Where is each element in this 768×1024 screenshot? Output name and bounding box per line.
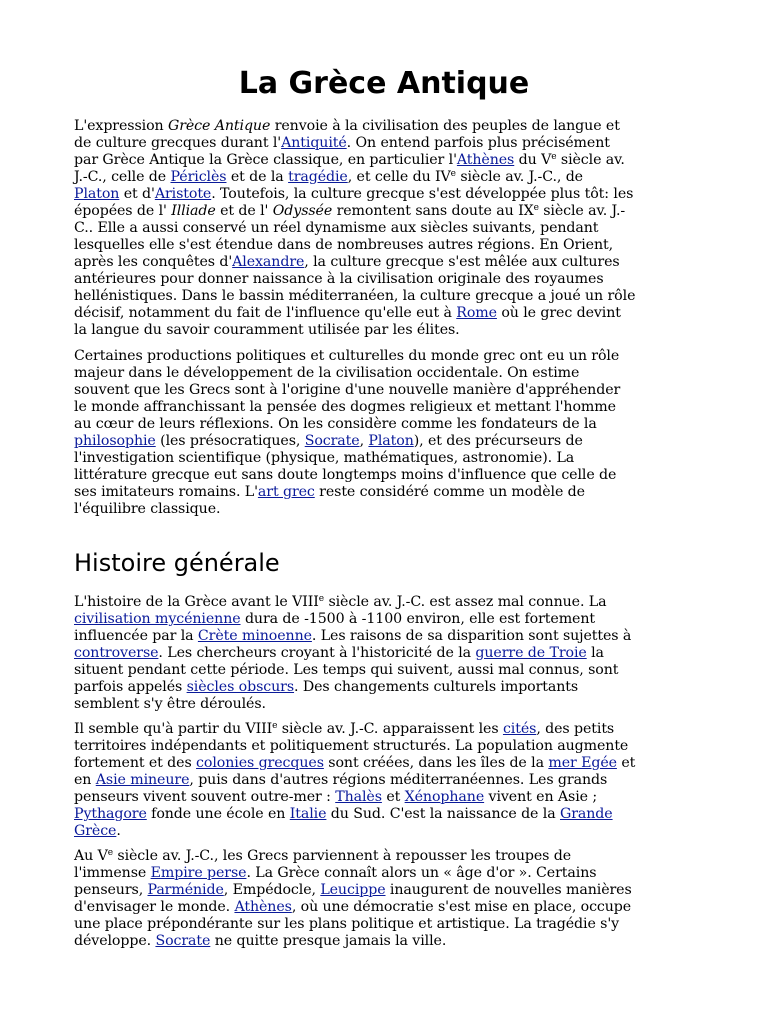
italic-text: Illiade — [171, 203, 216, 219]
italic-text: Odyssée — [272, 203, 333, 219]
text-run: . La Grèce connaît alors un « âge d'or ». Certains — [246, 865, 597, 881]
text-line — [74, 416, 704, 433]
intro-paragraph-1 — [74, 118, 704, 339]
text-line — [74, 899, 704, 916]
text-run: , la culture grecque s'est mêlée aux cultures — [304, 254, 620, 270]
superscript: e — [318, 594, 325, 604]
superscript: e — [272, 721, 278, 731]
text-run: antérieures pour donner naissance à la civilisation originale des royaumes — [74, 271, 604, 287]
text-run: et d' — [119, 186, 155, 202]
inline-link[interactable]: tragédie — [288, 169, 348, 185]
text-run: L'expression — [74, 118, 168, 134]
text-run: la — [586, 645, 604, 661]
inline-link[interactable]: siècles obscurs — [186, 679, 295, 695]
text-run: , des petits — [536, 721, 615, 737]
text-line — [74, 220, 704, 237]
inline-link[interactable]: Socrate — [155, 933, 211, 949]
text-line — [74, 348, 704, 365]
inline-link[interactable]: Antiquité — [281, 135, 347, 151]
text-run: de culture grecques durant l' — [74, 135, 282, 151]
text-line — [74, 628, 704, 645]
inline-link[interactable]: Parménide — [147, 882, 224, 898]
text-run: , — [359, 433, 369, 449]
inline-link[interactable]: Grande — [559, 806, 613, 822]
text-run: l'investigation scientifique (physique, mathématiques, astronomie). La — [74, 450, 575, 466]
inline-link[interactable]: Rome — [456, 305, 497, 321]
text-run: au cœur de leurs réflexions. On les considère comme les fondateurs de la — [74, 416, 597, 432]
inline-link[interactable]: Leucippe — [320, 882, 386, 898]
text-run: souvent que les Grecs sont à l'origine d'une nouvelle manière d'appréhender — [74, 382, 621, 398]
text-run: du V — [514, 152, 552, 168]
text-run: ses imitateurs romains. L' — [74, 484, 258, 500]
text-run: semblent s'y être déroulés. — [74, 696, 266, 712]
text-run: par Grèce Antique la Grèce classique, en particulier l' — [74, 152, 457, 168]
text-line — [74, 484, 704, 501]
text-line — [74, 203, 704, 220]
text-run: fonde une école en — [146, 806, 290, 822]
inline-link[interactable]: controverse — [74, 645, 159, 661]
text-run: et — [616, 755, 636, 771]
inline-link[interactable]: Empire perse — [150, 865, 247, 881]
text-run: littérature grecque eut sans doute longtemps moins d'influence que celle de — [74, 467, 617, 483]
text-run: siècle av. — [556, 152, 625, 168]
text-run: et — [381, 789, 405, 805]
history-paragraph-2 — [74, 721, 704, 840]
superscript: e — [551, 152, 557, 162]
inline-link[interactable]: Platon — [74, 186, 120, 202]
text-run: siècle av. J.- — [538, 203, 626, 219]
text-line — [74, 237, 704, 254]
intro-paragraph-2 — [74, 348, 704, 518]
text-line — [74, 186, 704, 203]
text-line — [74, 721, 704, 738]
inline-link[interactable]: mer Egée — [548, 755, 617, 771]
inline-link[interactable]: civilisation mycénienne — [74, 611, 241, 627]
inline-link[interactable]: Aristote — [154, 186, 212, 202]
text-run: l'immense — [74, 865, 151, 881]
text-run: fortement et des — [74, 755, 197, 771]
text-run: reste considéré comme un modèle de — [314, 484, 585, 500]
text-run: majeur dans le développement de la civilisation occidentale. On estime — [74, 365, 580, 381]
inline-link[interactable]: Crète minoenne — [197, 628, 312, 644]
text-run: où le grec devint — [496, 305, 621, 321]
inline-link[interactable]: philosophie — [74, 433, 156, 449]
text-line — [74, 382, 704, 399]
text-run: . Toutefois, la culture grecque s'est développée plus tôt: les — [211, 186, 634, 202]
text-run: développe. — [74, 933, 156, 949]
inline-link[interactable]: Thalès — [335, 789, 382, 805]
text-line — [74, 645, 704, 662]
text-line — [74, 271, 704, 288]
text-run: du Sud. C'est la naissance de la — [326, 806, 560, 822]
text-run: , et celle du IV — [347, 169, 451, 185]
text-run: (les présocratiques, — [155, 433, 305, 449]
text-line — [74, 679, 704, 696]
text-line — [74, 322, 704, 339]
page-title: La Grèce Antique — [238, 66, 530, 101]
text-run: . — [116, 823, 121, 839]
text-line — [74, 823, 704, 840]
text-line — [74, 288, 704, 305]
text-run: l'équilibre classique. — [74, 501, 221, 517]
text-line — [74, 662, 704, 679]
text-run: Au V — [74, 848, 108, 864]
text-run: territoires indépendants et politiquement structurés. La population augmente — [74, 738, 629, 754]
text-run: ), et des précurseurs de — [413, 433, 583, 449]
text-line — [74, 916, 704, 933]
superscript: e — [107, 848, 113, 858]
text-run: sont créées, dans les îles de la — [323, 755, 549, 771]
text-run: le monde affranchissant la pensée des dogmes religieux et mettant l'homme — [74, 399, 616, 415]
inline-link[interactable]: cités — [502, 721, 537, 737]
text-run: lesquelles elle s'est étendue dans de nombreuses autres régions. En Orient, — [74, 237, 613, 253]
text-run: Certaines productions politiques et culturelles du monde grec ont eu un rôle — [74, 348, 620, 364]
text-run: siècle av. J.-C. apparaissent les — [277, 721, 503, 737]
text-line — [74, 169, 704, 186]
text-run: , puis dans d'autres régions méditerranéennes. Les grands — [189, 772, 608, 788]
text-line — [74, 772, 704, 789]
text-run: après les conquêtes d' — [74, 254, 233, 270]
text-run: inaugurent de nouvelles manières — [385, 882, 632, 898]
text-line — [74, 365, 704, 382]
inline-link[interactable]: Athènes — [456, 152, 515, 168]
text-line — [74, 848, 704, 865]
text-run: situent pendant cette période. Les temps qui suivent, aussi mal connus, sont — [74, 662, 619, 678]
text-run: vivent en Asie ; — [484, 789, 598, 805]
text-line — [74, 399, 704, 416]
text-run: . Des changements culturels importants — [294, 679, 579, 695]
text-run: penseurs, — [74, 882, 148, 898]
section-heading: Histoire générale — [74, 549, 280, 577]
text-run: , où une démocratie s'est mise en place, occupe — [291, 899, 632, 915]
inline-link[interactable]: Athènes — [234, 899, 292, 915]
text-line — [74, 806, 704, 823]
text-run: en — [74, 772, 96, 788]
inline-link[interactable]: art grec — [257, 484, 315, 500]
text-run: influencée par la — [74, 628, 198, 644]
text-run: siècle av. J.-C., les Grecs parviennent à repousser les troupes de — [112, 848, 572, 864]
inline-link[interactable]: Asie mineure — [95, 772, 190, 788]
superscript: e — [533, 203, 539, 213]
text-run: renvoie à la civilisation des peuples de langue et — [270, 118, 620, 134]
text-line — [74, 305, 704, 322]
text-run: L'histoire de la Grèce avant le VIII — [74, 594, 319, 610]
text-run: une place prépondérante sur les plans politique et artistique. La tragédie s'y — [74, 916, 620, 932]
text-line — [74, 467, 704, 484]
text-run: parfois appelés — [74, 679, 187, 695]
text-line — [74, 433, 704, 450]
text-line — [74, 738, 704, 755]
text-line — [74, 254, 704, 271]
text-line — [74, 696, 704, 713]
text-line — [74, 594, 704, 611]
inline-link[interactable]: Platon — [368, 433, 414, 449]
text-run: Il semble qu'à partir du VIII — [74, 721, 273, 737]
text-run: . Les raisons de sa disparition sont sujettes à — [311, 628, 632, 644]
text-run: décisif, notamment du fait de l'influence qu'elle eut à — [74, 305, 457, 321]
history-paragraph-3 — [74, 848, 704, 950]
text-line — [74, 135, 704, 152]
text-line — [74, 933, 704, 950]
text-run: remontent sans doute au IX — [332, 203, 534, 219]
italic-text: Grèce Antique — [167, 118, 271, 134]
inline-link[interactable]: Italie — [289, 806, 327, 822]
text-run: et de l' — [215, 203, 273, 219]
text-run: et de la — [226, 169, 289, 185]
text-run: d'envisager le monde. — [74, 899, 235, 915]
inline-link[interactable]: guerre de Troie — [475, 645, 587, 661]
text-line — [74, 755, 704, 772]
text-run: . Les chercheurs croyant à l'historicité de la — [158, 645, 476, 661]
inline-link[interactable]: Grèce — [74, 823, 117, 839]
text-run: penseurs vivent souvent outre-mer : — [74, 789, 336, 805]
inline-link[interactable]: Xénophane — [404, 789, 485, 805]
text-run: siècle av. J.-C. est assez mal connue. La — [324, 594, 607, 610]
history-paragraph-1 — [74, 594, 704, 713]
text-run: J.-C., celle de — [74, 169, 171, 185]
inline-link[interactable]: Alexandre — [232, 254, 305, 270]
text-run: ne quitte presque jamais la ville. — [210, 933, 447, 949]
text-line — [74, 152, 704, 169]
text-line — [74, 450, 704, 467]
text-line — [74, 501, 704, 518]
text-run: dura de -1500 à -1100 environ, elle est fortement — [240, 611, 595, 627]
text-line — [74, 865, 704, 882]
text-run: siècle av. J.-C., de — [455, 169, 583, 185]
text-run: C.. Elle a aussi conservé un réel dynamisme aux siècles suivants, pendant — [74, 220, 599, 236]
inline-link[interactable]: Périclès — [170, 169, 227, 185]
text-line — [74, 118, 704, 135]
text-line — [74, 611, 704, 628]
text-run: . On entend parfois plus précisément — [346, 135, 610, 151]
text-run: hellénistiques. Dans le bassin méditerranéen, la culture grecque a joué un rôle — [74, 288, 636, 304]
text-run: la langue du savoir couramment utilisée par les élites. — [74, 322, 460, 338]
inline-link[interactable]: Pythagore — [74, 806, 147, 822]
inline-link[interactable]: colonies grecques — [196, 755, 324, 771]
text-run: épopées de l' — [74, 203, 172, 219]
text-line — [74, 789, 704, 806]
text-line — [74, 882, 704, 899]
superscript: e — [450, 169, 456, 179]
inline-link[interactable]: Socrate — [304, 433, 360, 449]
text-run: , Empédocle, — [223, 882, 321, 898]
